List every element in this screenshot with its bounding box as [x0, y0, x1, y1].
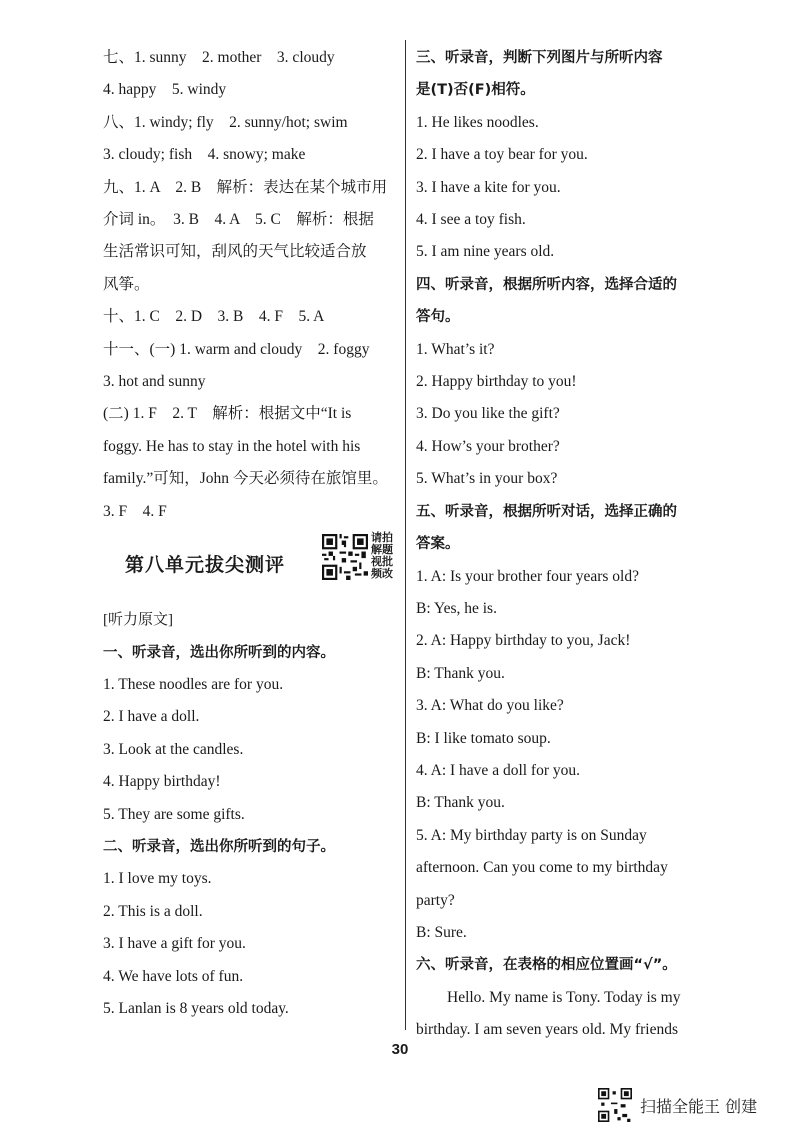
text-line: party? — [416, 891, 455, 909]
text-line: 七、1. sunny 2. mother 3. cloudy — [103, 49, 335, 66]
text-line: 十、1. C 2. D 3. B 4. F 5. A — [103, 308, 325, 326]
text-line: 2. I have a doll. — [103, 708, 200, 726]
text-line: 3. cloudy; fish 4. snowy; make — [103, 146, 306, 164]
text-line: 1. He likes noodles. — [416, 113, 539, 131]
question-heading: 一、听录音，选出你所听到的内容。 — [103, 644, 335, 661]
text-line: 5. I am nine years old. — [416, 243, 555, 261]
text-line: Hello. My name is Tony. Today is my — [447, 988, 681, 1006]
text-line: 4. A: I have a doll for you. — [416, 761, 581, 779]
text-line: 3. A: What do you like? — [416, 697, 564, 715]
text-line: 生活常识可知，刮风的天气比较适合放 — [103, 243, 367, 261]
page-number: 30 — [391, 1041, 409, 1058]
text-line: 2. This is a doll. — [103, 902, 203, 920]
text-line: B: Sure. — [416, 923, 467, 941]
text-line: 3. I have a kite for you. — [416, 178, 561, 196]
watermark-text: 扫描全能王 创建 — [640, 1096, 758, 1116]
text-line: B: Thank you. — [416, 794, 505, 812]
question-heading: 三、听录音，判断下列图片与所听内容 — [416, 50, 663, 66]
text-line: 2. A: Happy birthday to you, Jack! — [416, 632, 631, 650]
listening-script-block — [103, 637, 395, 1026]
question-heading: 是(T)否(F)相符。 — [416, 82, 535, 99]
listening-script-continued — [416, 42, 708, 1047]
text-line: 5. What’s in your box? — [416, 470, 558, 488]
question-heading: 答案。 — [416, 536, 460, 553]
text-line: 1. These noodles are for you. — [103, 675, 284, 693]
text-line: (二) 1. F 2. T 解析：根据文中“It is — [103, 405, 352, 423]
text-line: 4. We have lots of fun. — [103, 967, 244, 985]
question-heading: 六、听录音，在表格的相应位置画“√”。 — [416, 957, 677, 974]
text-line: 4. happy 5. windy — [103, 81, 227, 99]
text-line: 5. They are some gifts. — [103, 805, 245, 823]
text-line: 风筝。 — [103, 275, 150, 293]
question-heading: 四、听录音，根据所听内容，选择合适的 — [416, 276, 677, 293]
text-line: B: Thank you. — [416, 664, 505, 682]
text-line: 1. A: Is your brother four years old? — [416, 567, 639, 585]
text-line: 1. What’s it? — [416, 340, 495, 358]
qr-side-label: 请拍 解题 视批 频改 — [371, 531, 393, 581]
text-line: 十一、(一) 1. warm and cloudy 2. foggy — [103, 340, 370, 358]
text-line: foggy. He has to stay in the hotel with his — [103, 437, 361, 455]
text-line: B: Yes, he is. — [416, 599, 497, 617]
text-line: 八、1. windy; fly 2. sunny/hot; swim — [103, 113, 348, 131]
text-line: 4. Happy birthday! — [103, 773, 221, 791]
text-line: family.”可知，John 今天必须待在旅馆里。 — [103, 470, 388, 488]
scanner-watermark — [598, 1088, 757, 1122]
text-line: B: I like tomato soup. — [416, 729, 551, 747]
text-line: 1. I love my toys. — [103, 870, 212, 888]
right-column — [416, 42, 708, 1047]
text-line: 5. A: My birthday party is on Sunday — [416, 826, 647, 844]
text-line: 4. I see a toy fish. — [416, 211, 526, 229]
qr-code-icon[interactable] — [322, 534, 368, 580]
text-line: afternoon. Can you come to my birthday — [416, 859, 668, 877]
left-column — [103, 42, 395, 1025]
question-heading: 五、听录音，根据所听对话，选择正确的 — [416, 503, 677, 520]
answers-block — [103, 42, 395, 528]
text-line: 4. How’s your brother? — [416, 437, 560, 455]
text-line: 5. Lanlan is 8 years old today. — [103, 999, 289, 1017]
listening-script-label: [听力原文] — [103, 612, 173, 629]
section-title: 第八单元拔尖测评 — [125, 554, 286, 577]
section-header — [103, 530, 395, 604]
text-line: 3. F 4. F — [103, 502, 167, 520]
text-line: 九、1. A 2. B 解析：表达在某个城市用 — [103, 178, 388, 196]
divider-line — [405, 40, 406, 1030]
text-line: 2. I have a toy bear for you. — [416, 146, 588, 164]
text-line: 3. hot and sunny — [103, 373, 206, 391]
text-line: 2. Happy birthday to you! — [416, 373, 577, 391]
text-line: 介词 in。 3. B 4. A 5. C 解析：根据 — [103, 211, 374, 229]
text-line: 3. Do you like the gift? — [416, 405, 560, 423]
text-line: 3. I have a gift for you. — [103, 935, 246, 953]
watermark-qr-icon — [598, 1088, 632, 1122]
question-heading: 答句。 — [416, 309, 460, 326]
text-line: 3. Look at the candles. — [103, 740, 244, 758]
text-line: birthday. I am seven years old. My friends — [416, 1021, 678, 1039]
question-heading: 二、听录音，选出你所听到的句子。 — [103, 838, 335, 855]
